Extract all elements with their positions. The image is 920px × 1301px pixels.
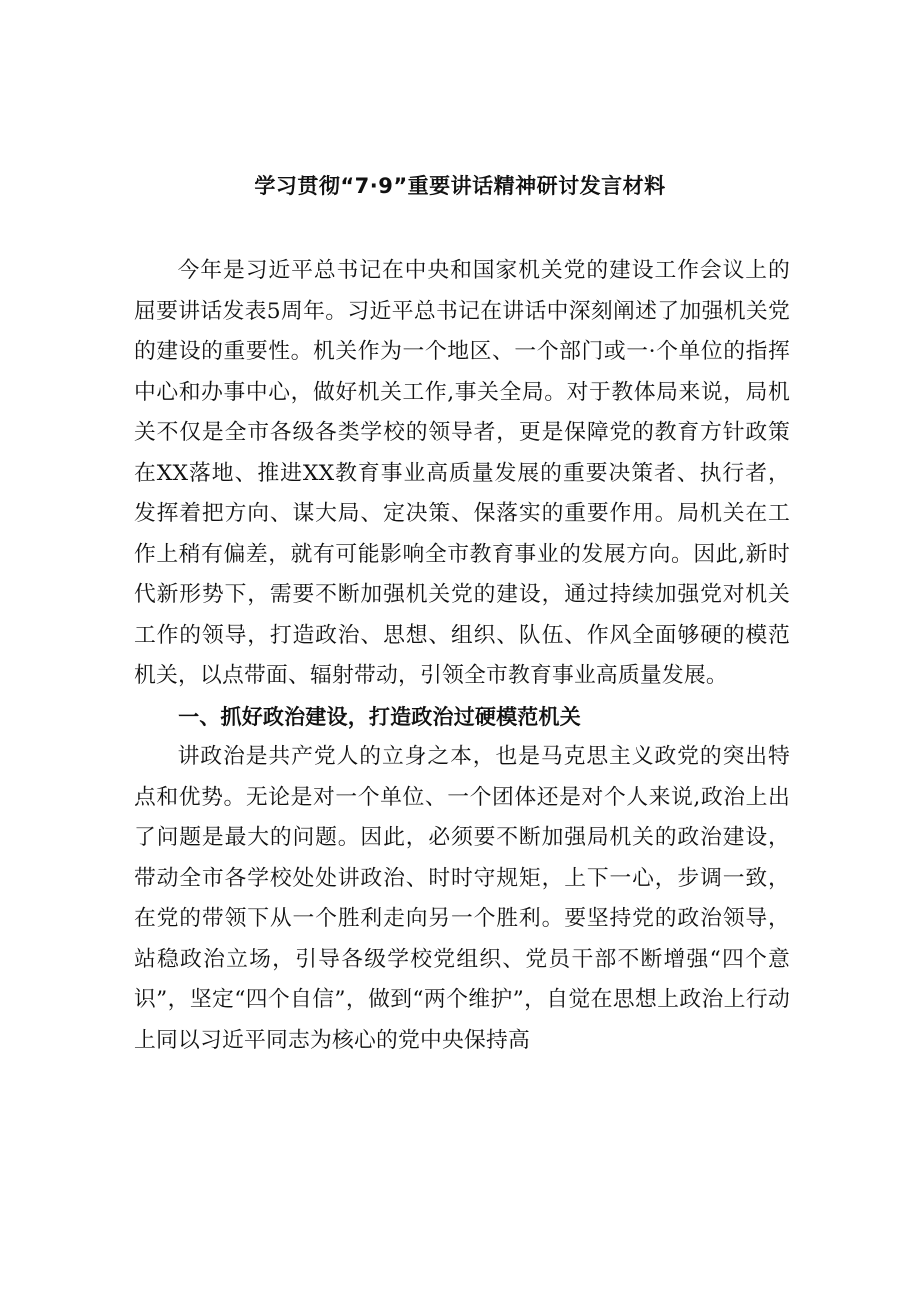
intro-paragraph: 今年是习近平总书记在中央和国家机关党的建设工作会议上的屈要讲话发表5周年。习近平总书记在讲话中深刻阐述了加强机关党的建设的重要性。机关作为一个地区、一个部门或一·个单位的指挥中心和办事中心，做好机关工作,事关全局。对于教体局来说，局机关不仅是全市各级各类学校的领导者，更是保障党的教育方针政策在XX落地、推进XX教育事业高质量发展的重要决策者、执行者，发挥着把方向、谋大局、定决策、保落实的重要作用。局机关在工作上稍有偏差，就有可能影响全市教育事业的发展方向。因此,新时代新形势下，需要不断加强机关党的建设，通过持续加强党对机关工作的领导，打造政治、思想、组织、队伍、作风全面够硬的模范机关，以点带面、辐射带动，引领全市教育事业高质量发展。 [134,258,790,688]
document-body [134,251,790,1061]
section-1-paragraph: 讲政治是共产党人的立身之本，也是马克思主义政党的突出特点和优势。无论是对一个单位、一个团体还是对个人来说,政治上出了问题是最大的问题。因此，必须要不断加强局机关的政治建设，带动全市各学校处处讲政治、时时守规矩，上下一心，步调一致，在党的带领下从一个胜利走向另一个胜利。要坚持党的政治领导，站稳政治立场，引导各级学校党组织、党员干部不断增强“四个意识”，坚定“四个自信”，做到“两个维护”，自觉在思想上政治上行动上同以习近平同志为核心的党中央保持高 [134,744,790,1053]
document-title: 学习贯彻“7·9”重要讲话精神研讨发言材料 [254,174,666,198]
section-heading-1: 一、抓好政治建设，打造政治过硬模范机关 [178,704,581,729]
